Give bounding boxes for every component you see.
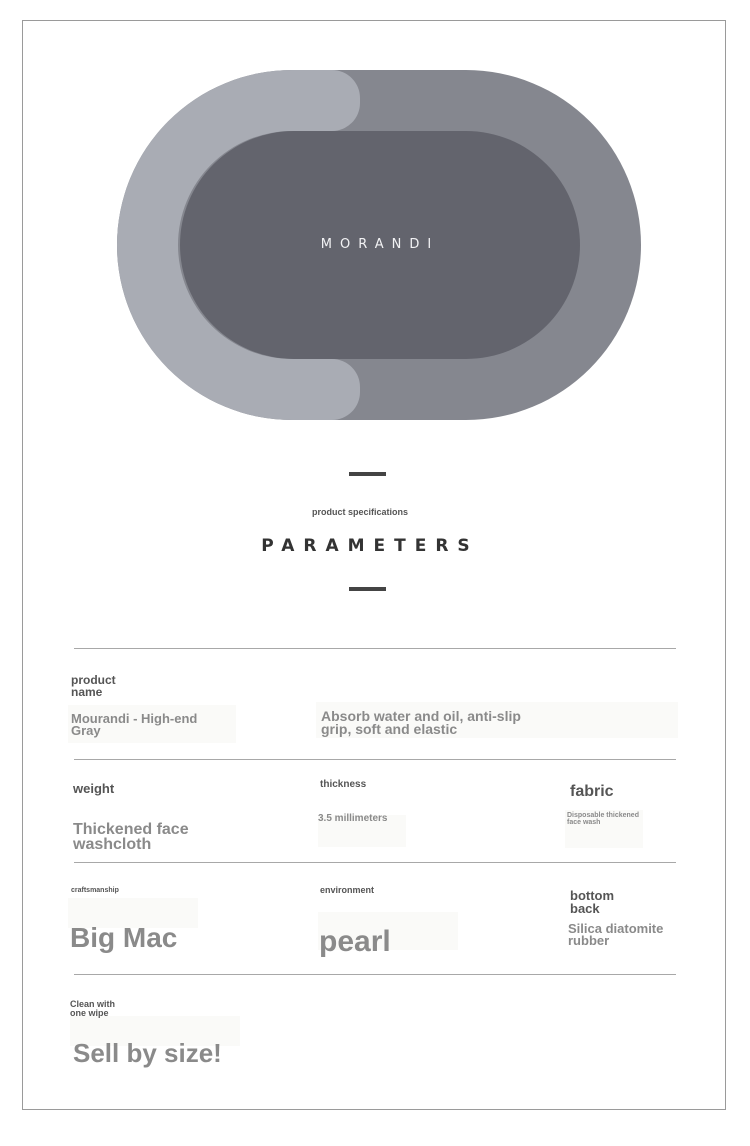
craftsmanship-value: Big Mac [70,922,178,953]
section-title: PARAMETERS [261,536,479,556]
thickness-label: thickness [320,779,367,790]
bottom-back-label: bottom back [570,888,615,916]
fabric-value: Disposable thickened face wash [567,812,639,826]
environment-label: environment [320,885,375,895]
fabric-label: fabric [570,783,614,800]
environment-value: pearl [319,925,391,958]
feature-value: Absorb water and oil, anti-slip grip, soft and elastic [321,708,521,738]
clean-value: Sell by size! [73,1038,222,1068]
table-divider [74,759,676,760]
brand-name: MORANDI [320,237,440,252]
table-divider [74,648,676,649]
table-divider [74,974,676,975]
bottom-back-value: Silica diatomite rubber [568,921,664,949]
product-name-label: product name [71,673,116,699]
table-divider [74,862,676,863]
clean-label: Clean with one wipe [70,999,116,1018]
heading-rule-top [349,472,386,476]
heading-rule-bottom [349,587,386,591]
weight-label: weight [73,781,115,796]
weight-value: Thickened face washcloth [73,821,189,854]
craftsmanship-label: craftsmanship [71,887,119,894]
product-name-value: Mourandi - High-end Gray [71,711,198,739]
section-subtitle: product specifications [311,507,409,517]
thickness-value: 3.5 millimeters [318,813,388,824]
